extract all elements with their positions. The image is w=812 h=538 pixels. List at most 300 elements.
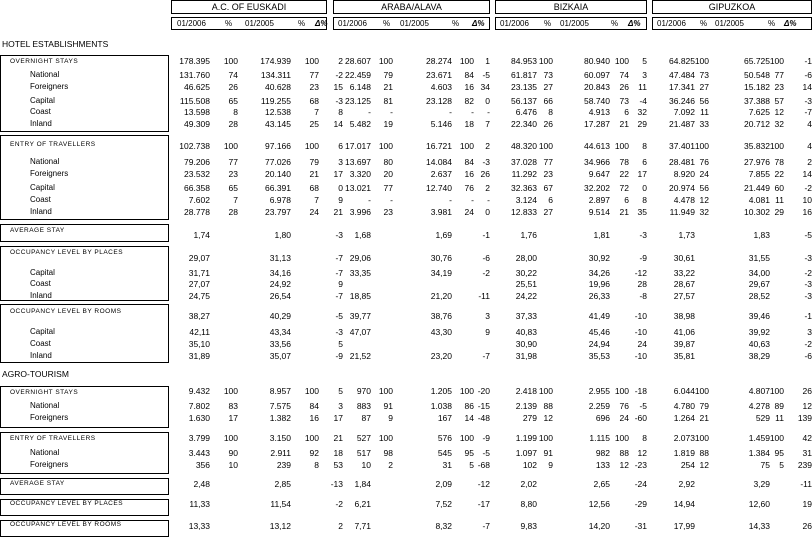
table-cell: 4.780: [673, 401, 695, 411]
table-cell: 90: [228, 448, 238, 458]
table-cell: 8.920: [673, 169, 695, 179]
table-cell: -1: [482, 230, 490, 240]
table-cell: 10: [802, 195, 812, 205]
column-header: Δ%: [784, 19, 797, 28]
block-label-box: [0, 55, 169, 132]
table-cell: 3.150: [269, 433, 291, 443]
table-cell: 2.637: [430, 169, 452, 179]
table-cell: 100: [538, 386, 553, 396]
column-header: 01/2006: [500, 19, 529, 28]
row-label: Coast: [30, 107, 51, 116]
table-cell: 83: [228, 401, 238, 411]
table-cell: 2,48: [193, 479, 210, 489]
table-cell: 0: [485, 96, 490, 106]
table-cell: -: [390, 107, 393, 117]
table-cell: 97.166: [265, 141, 291, 151]
table-cell: 8: [233, 107, 238, 117]
table-cell: 14,33: [748, 521, 770, 531]
table-cell: 7.855: [748, 169, 770, 179]
column-header-row: [333, 17, 490, 30]
table-cell: -5: [482, 70, 490, 80]
table-cell: 5: [779, 460, 784, 470]
block-label: OVERNIGHT STAYS: [10, 58, 79, 65]
table-cell: 24: [619, 413, 629, 423]
table-cell: 1,80: [274, 230, 291, 240]
table-cell: 39,87: [673, 339, 695, 349]
table-cell: 9.514: [588, 207, 610, 217]
table-cell: 66: [543, 96, 553, 106]
table-cell: 26,54: [269, 291, 291, 301]
table-cell: 2.955: [588, 386, 610, 396]
table-cell: 61.817: [511, 70, 537, 80]
table-cell: 883: [356, 401, 371, 411]
table-cell: 10.302: [744, 207, 770, 217]
table-cell: 4: [807, 119, 812, 129]
column-header: %: [225, 19, 233, 28]
table-cell: 9.647: [588, 169, 610, 179]
table-cell: 23,20: [430, 351, 452, 361]
table-cell: 11: [638, 82, 647, 92]
section-title: AGRO-TOURISM: [2, 369, 69, 379]
table-cell: -: [390, 195, 393, 205]
table-cell: 100: [614, 433, 629, 443]
table-cell: 35,53: [588, 351, 610, 361]
table-cell: 25: [309, 119, 319, 129]
table-cell: 33,56: [269, 339, 291, 349]
table-cell: 77: [774, 70, 784, 80]
table-cell: 53: [333, 460, 343, 470]
table-cell: 32: [637, 107, 647, 117]
table-cell: 38,76: [430, 311, 452, 321]
column-header: Δ%: [628, 19, 641, 28]
column-header: 01/2005: [245, 19, 274, 28]
table-cell: 100: [459, 56, 474, 66]
table-cell: 4.081: [748, 195, 770, 205]
table-cell: 26: [543, 119, 553, 129]
row-label: National: [30, 70, 60, 79]
table-cell: -13: [330, 479, 343, 489]
table-cell: 56.137: [511, 96, 537, 106]
table-cell: 28: [228, 119, 238, 129]
region-header-gipuzkoa: GIPUZKOA: [652, 0, 812, 14]
table-cell: 29,06: [349, 253, 371, 263]
table-cell: 23.532: [184, 169, 210, 179]
table-cell: -: [471, 195, 474, 205]
table-cell: 100: [614, 386, 629, 396]
table-cell: -: [368, 195, 371, 205]
table-cell: 40.628: [265, 82, 291, 92]
table-cell: 12.740: [426, 183, 452, 193]
table-cell: 24: [699, 169, 709, 179]
table-cell: -: [368, 107, 371, 117]
table-cell: 1.459: [748, 433, 770, 443]
table-cell: -6: [482, 253, 490, 263]
table-cell: 42: [802, 433, 812, 443]
table-cell: 30,22: [515, 268, 537, 278]
table-cell: 17,99: [673, 521, 695, 531]
table-cell: 37.401: [669, 141, 695, 151]
table-cell: 79.206: [184, 157, 210, 167]
table-cell: 76: [699, 157, 709, 167]
table-cell: 21: [619, 119, 629, 129]
table-cell: 40,29: [269, 311, 291, 321]
table-cell: 2: [338, 56, 343, 66]
table-cell: 970: [356, 386, 371, 396]
table-cell: 100: [694, 56, 709, 66]
table-cell: 0: [642, 183, 647, 193]
column-header: %: [298, 19, 306, 28]
table-cell: -: [449, 195, 452, 205]
table-cell: 11: [700, 107, 709, 117]
table-cell: 2.073: [673, 433, 695, 443]
table-cell: 28.481: [669, 157, 695, 167]
table-cell: 14: [802, 169, 812, 179]
table-cell: 6,21: [354, 499, 371, 509]
table-cell: 100: [538, 56, 553, 66]
table-cell: 5: [338, 386, 343, 396]
row-label: Capital: [30, 96, 55, 105]
table-cell: 31,71: [188, 268, 210, 278]
table-cell: 28.274: [426, 56, 452, 66]
table-cell: 23: [228, 169, 238, 179]
block-label: OCCUPANCY LEVEL BY ROOMS: [10, 521, 122, 528]
block-label: OCCUPANCY LEVEL BY PLACES: [10, 249, 124, 256]
table-cell: 2.139: [515, 401, 537, 411]
table-cell: 31,13: [269, 253, 291, 263]
table-cell: 39,77: [349, 311, 371, 321]
table-cell: 3.981: [430, 207, 452, 217]
table-cell: 16: [464, 169, 474, 179]
table-cell: -1: [804, 56, 812, 66]
table-cell: 17: [228, 413, 238, 423]
table-cell: 11: [775, 413, 784, 423]
table-cell: -7: [335, 291, 343, 301]
table-cell: 2,02: [520, 479, 537, 489]
block-label: OCCUPANCY LEVEL BY PLACES: [10, 500, 124, 507]
row-label: Capital: [30, 268, 55, 277]
table-cell: 22.340: [511, 119, 537, 129]
table-cell: -1: [804, 311, 812, 321]
table-cell: 517: [356, 448, 371, 458]
table-cell: 100: [694, 386, 709, 396]
table-cell: 14.084: [426, 157, 452, 167]
table-cell: 37,33: [515, 311, 537, 321]
table-cell: 3.443: [188, 448, 210, 458]
row-label: National: [30, 157, 60, 166]
table-cell: 5.482: [349, 119, 371, 129]
table-cell: 100: [223, 56, 238, 66]
table-cell: 91: [543, 448, 553, 458]
table-cell: 84: [464, 70, 474, 80]
table-cell: 23: [383, 207, 393, 217]
block-label: AVERAGE STAY: [10, 227, 65, 234]
table-cell: 76: [464, 183, 474, 193]
table-cell: -9: [639, 253, 647, 263]
table-cell: 22: [619, 169, 629, 179]
table-cell: 4.478: [673, 195, 695, 205]
table-cell: -12: [634, 268, 647, 278]
table-cell: 92: [309, 448, 319, 458]
table-cell: 28,67: [673, 279, 695, 289]
table-cell: 100: [459, 141, 474, 151]
table-cell: 3.799: [188, 433, 210, 443]
table-cell: 2: [485, 183, 490, 193]
table-cell: -7: [804, 107, 812, 117]
table-cell: 1.382: [269, 413, 291, 423]
table-cell: 12: [802, 401, 812, 411]
table-cell: 26: [802, 521, 812, 531]
table-cell: 17: [333, 413, 343, 423]
table-cell: 7: [314, 195, 319, 205]
table-cell: 4: [807, 141, 812, 151]
table-cell: 60: [774, 183, 784, 193]
region-header-bizkaia: BIZKAIA: [495, 0, 647, 14]
row-label: National: [30, 401, 60, 410]
table-cell: 77: [383, 183, 393, 193]
table-cell: 527: [356, 433, 371, 443]
table-cell: 66.358: [184, 183, 210, 193]
table-cell: 6.148: [349, 82, 371, 92]
table-cell: 17.017: [345, 141, 371, 151]
table-cell: 11.949: [669, 207, 695, 217]
block-label: OVERNIGHT STAYS: [10, 389, 79, 396]
table-cell: 27,57: [673, 291, 695, 301]
row-label: Inland: [30, 291, 52, 300]
row-label: Foreigners: [30, 460, 69, 469]
region-header-araba: ARABA/ALAVA: [333, 0, 490, 14]
table-cell: 3.320: [349, 169, 371, 179]
table-cell: 23.125: [345, 96, 371, 106]
table-cell: 26: [480, 169, 490, 179]
table-cell: 8: [642, 433, 647, 443]
table-cell: 60.097: [584, 70, 610, 80]
table-cell: 37.028: [511, 157, 537, 167]
table-cell: -2: [335, 70, 343, 80]
table-cell: 84.953: [511, 56, 537, 66]
table-cell: 36.246: [669, 96, 695, 106]
table-cell: 19,96: [588, 279, 610, 289]
table-cell: -18: [634, 386, 647, 396]
table-cell: 34,26: [588, 268, 610, 278]
table-cell: 576: [437, 433, 452, 443]
table-cell: 50.548: [744, 70, 770, 80]
table-cell: 3: [807, 327, 812, 337]
table-cell: 43.145: [265, 119, 291, 129]
row-label: Coast: [30, 279, 51, 288]
column-header: %: [700, 19, 708, 28]
table-cell: 2.911: [270, 448, 291, 458]
table-cell: 17.341: [669, 82, 695, 92]
table-cell: 29: [637, 119, 647, 129]
table-cell: 1,84: [354, 479, 371, 489]
table-cell: 5.146: [430, 119, 452, 129]
block-label: ENTRY OF TRAVELLERS: [10, 141, 96, 148]
table-cell: 31: [442, 460, 452, 470]
table-cell: 73: [619, 96, 629, 106]
table-cell: 100: [378, 56, 393, 66]
table-cell: 19: [802, 499, 812, 509]
row-label: Capital: [30, 183, 55, 192]
table-cell: 6.476: [515, 107, 537, 117]
table-cell: 35: [637, 207, 647, 217]
block-label: OCCUPANCY LEVEL BY ROOMS: [10, 308, 122, 315]
table-cell: 29: [774, 207, 784, 217]
table-cell: 16: [309, 413, 319, 423]
table-cell: 100: [304, 141, 319, 151]
table-cell: 2,92: [678, 479, 695, 489]
table-cell: 7: [314, 107, 319, 117]
table-cell: 100: [459, 386, 474, 396]
column-header: 01/2006: [177, 19, 206, 28]
table-cell: 14,20: [588, 521, 610, 531]
table-cell: 7.575: [269, 401, 291, 411]
table-cell: -11: [800, 479, 812, 489]
table-cell: -4: [639, 96, 647, 106]
row-label: Inland: [30, 351, 52, 360]
table-cell: 100: [304, 433, 319, 443]
table-cell: -7: [335, 253, 343, 263]
table-cell: 7: [485, 119, 490, 129]
table-cell: 9: [388, 413, 393, 423]
table-cell: 100: [304, 386, 319, 396]
table-cell: 22.459: [345, 70, 371, 80]
table-cell: 134.311: [260, 70, 291, 80]
table-cell: 8,80: [520, 499, 537, 509]
table-cell: 100: [378, 386, 393, 396]
table-cell: -10: [634, 311, 647, 321]
table-cell: -2: [804, 183, 812, 193]
table-cell: 100: [614, 141, 629, 151]
table-cell: 100: [538, 433, 553, 443]
table-cell: 1,68: [354, 230, 371, 240]
table-cell: 48.320: [511, 141, 537, 151]
table-cell: 3,29: [753, 479, 770, 489]
table-cell: 28: [228, 207, 238, 217]
table-cell: 20.974: [669, 183, 695, 193]
table-cell: -3: [335, 327, 343, 337]
table-cell: 10: [228, 460, 238, 470]
table-cell: 95: [774, 448, 784, 458]
table-cell: 18,85: [349, 291, 371, 301]
table-cell: 2,85: [274, 479, 291, 489]
table-cell: 77: [309, 70, 319, 80]
table-cell: 21: [619, 207, 629, 217]
table-cell: -2: [804, 268, 812, 278]
table-cell: 33: [699, 119, 709, 129]
table-cell: 133: [595, 460, 610, 470]
table-cell: 3: [338, 401, 343, 411]
table-cell: 12: [543, 413, 553, 423]
table-cell: 26,33: [588, 291, 610, 301]
table-cell: 100: [769, 56, 784, 66]
table-cell: 81: [383, 96, 393, 106]
table-cell: 44.613: [584, 141, 610, 151]
table-cell: 1.097: [515, 448, 537, 458]
table-cell: 2: [338, 521, 343, 531]
table-cell: 23: [774, 82, 784, 92]
table-cell: -7: [482, 351, 490, 361]
table-cell: 100: [304, 56, 319, 66]
table-cell: 1.199: [515, 433, 537, 443]
table-cell: -3: [335, 230, 343, 240]
table-cell: 11: [775, 195, 784, 205]
table-cell: 16.721: [426, 141, 452, 151]
table-cell: 8: [314, 460, 319, 470]
table-cell: 6: [642, 157, 647, 167]
row-label: Coast: [30, 339, 51, 348]
table-cell: 102: [522, 460, 537, 470]
table-cell: 8: [642, 195, 647, 205]
table-cell: 27.976: [744, 157, 770, 167]
table-cell: -: [487, 107, 490, 117]
table-cell: 3.124: [515, 195, 537, 205]
table-cell: 21,20: [430, 291, 452, 301]
table-cell: -9: [482, 433, 490, 443]
table-cell: 1.115: [589, 433, 610, 443]
table-cell: 15.182: [744, 82, 770, 92]
table-cell: 76: [619, 401, 629, 411]
table-cell: 24,75: [188, 291, 210, 301]
table-cell: 2.418: [515, 386, 537, 396]
column-header-row: [171, 17, 327, 30]
table-cell: 239: [797, 460, 812, 470]
table-cell: 21,52: [349, 351, 371, 361]
table-cell: 356: [195, 460, 210, 470]
table-cell: 2,65: [593, 479, 610, 489]
table-cell: 16: [464, 82, 474, 92]
table-cell: 7: [233, 195, 238, 205]
table-cell: 1,73: [678, 230, 695, 240]
table-cell: 1.819: [673, 448, 695, 458]
table-cell: 100: [614, 56, 629, 66]
table-cell: 9: [485, 327, 490, 337]
table-cell: 139: [797, 413, 812, 423]
row-label: Capital: [30, 327, 55, 336]
table-cell: 23.128: [426, 96, 452, 106]
table-cell: 3.996: [349, 207, 371, 217]
table-cell: 47.484: [669, 70, 695, 80]
table-cell: 91: [383, 401, 393, 411]
table-cell: 12: [774, 107, 784, 117]
table-cell: 7,52: [435, 499, 452, 509]
table-cell: 13.021: [345, 183, 371, 193]
row-label: Coast: [30, 195, 51, 204]
table-cell: 34: [480, 82, 490, 92]
table-cell: -15: [477, 401, 490, 411]
table-cell: 100: [378, 141, 393, 151]
table-cell: 32.363: [511, 183, 537, 193]
table-cell: 89: [774, 401, 784, 411]
table-cell: 74: [619, 70, 629, 80]
table-cell: -8: [639, 291, 647, 301]
table-cell: -3: [335, 96, 343, 106]
table-cell: 167: [437, 413, 452, 423]
table-cell: 100: [694, 141, 709, 151]
table-cell: 27: [543, 82, 553, 92]
block-label: ENTRY OF TRAVELLERS: [10, 435, 96, 442]
column-header: Δ%: [472, 19, 485, 28]
table-cell: 73: [543, 70, 553, 80]
table-cell: 82: [464, 96, 474, 106]
column-header: Δ%: [315, 19, 328, 28]
table-cell: 35,81: [673, 351, 695, 361]
table-cell: 9: [338, 195, 343, 205]
table-cell: 3: [338, 157, 343, 167]
column-header: %: [544, 19, 552, 28]
table-cell: 100: [459, 433, 474, 443]
table-cell: 72: [619, 183, 629, 193]
table-cell: 56: [699, 96, 709, 106]
